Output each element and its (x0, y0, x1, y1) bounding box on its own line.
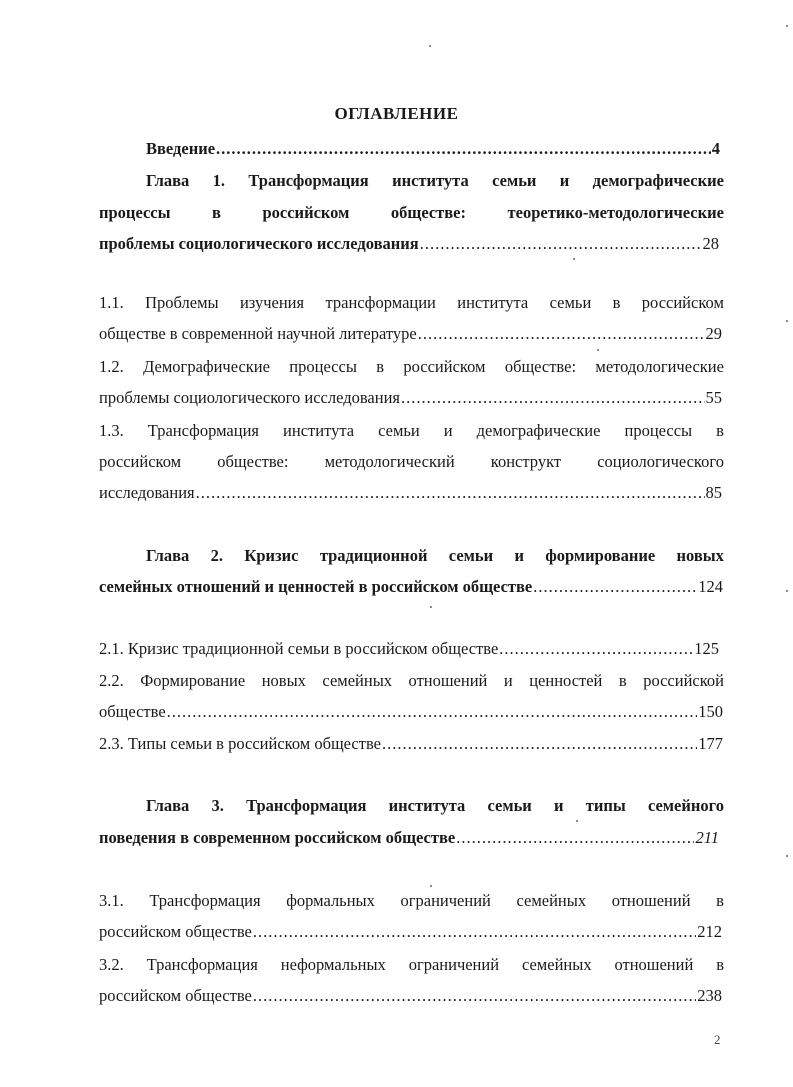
toc-entry-section-2-3[interactable] (99, 734, 723, 754)
toc-entry-page: 125 (694, 639, 719, 658)
word: 1.2. (99, 357, 124, 376)
word: Кризис (244, 546, 299, 565)
word: 2. (210, 546, 224, 565)
toc-entry-label: проблемы социологического исследования (99, 234, 419, 253)
toc-entry-label: 2.3. Типы семьи в российском обществе (99, 734, 381, 753)
toc-entry-label: обществе в современной научной литературе (99, 324, 417, 343)
leader-dots (420, 234, 702, 254)
toc-entry-section-1-3[interactable] (99, 483, 722, 503)
toc-entry-page: 55 (705, 388, 722, 407)
scan-speck (573, 258, 575, 260)
word: в (618, 671, 627, 690)
word: семейных (521, 955, 592, 974)
toc-entry-page: 28 (702, 234, 719, 253)
page-title: ОГЛАВЛЕНИЕ (334, 104, 459, 123)
toc-entry-chapter-1[interactable] (99, 234, 719, 254)
scan-speck (597, 349, 599, 351)
section-3-2-line-1 (99, 955, 724, 975)
word: социологического (597, 452, 724, 471)
word: Трансформация (149, 891, 261, 910)
word: 3. (211, 796, 224, 815)
word: демографические (592, 171, 724, 190)
word: ценностей (529, 671, 603, 690)
word: семьи (492, 171, 537, 190)
word: Трансформация (248, 171, 369, 190)
word: российском (641, 293, 724, 312)
toc-entry-section-2-2[interactable] (99, 702, 723, 722)
word: семейного (647, 796, 724, 815)
word: и (503, 671, 513, 690)
section-1-3-line-2 (99, 452, 724, 472)
word: новых (676, 546, 724, 565)
word: 2.2. (99, 671, 124, 690)
leader-dots (167, 702, 698, 722)
leader-dots (533, 577, 697, 597)
page-number: 2 (714, 1032, 721, 1047)
word: семьи (549, 293, 592, 312)
chapter-1-line-1 (146, 171, 724, 191)
word: Глава (146, 796, 190, 815)
word: традиционной (319, 546, 428, 565)
word: методологический (324, 452, 455, 471)
word: в (716, 891, 724, 910)
word: в (212, 203, 221, 222)
word: Формирование (140, 671, 246, 690)
toc-entry-label: 2.1. Кризис традиционной семьи в российском обществе (99, 639, 499, 658)
toc-entry-section-2-1[interactable] (99, 639, 719, 659)
scan-speck (430, 885, 432, 887)
word: теоретико-методологические (507, 203, 724, 222)
toc-entry-page: 85 (705, 483, 722, 502)
word: семейных (516, 891, 587, 910)
toc-entry-label: Введение (146, 139, 216, 158)
word: семейных (322, 671, 393, 690)
section-3-1-line-1 (99, 891, 724, 911)
word: процессы (624, 421, 693, 440)
word: процессы (99, 203, 171, 222)
word: и (559, 171, 570, 190)
toc-entry-label: российском обществе (99, 986, 252, 1005)
word: российской (643, 671, 724, 690)
toc-entry-label: проблемы социологического исследования (99, 388, 400, 407)
word: семьи (378, 421, 420, 440)
word: трансформации (325, 293, 436, 312)
word: процессы (289, 357, 357, 376)
word: семьи (448, 546, 494, 565)
word: формирование (545, 546, 656, 565)
toc-entry-page: 211 (695, 828, 719, 847)
word: института (283, 421, 355, 440)
toc-entry-page: 212 (697, 922, 722, 941)
word: обществе: (217, 452, 289, 471)
toc-entry-label: поведения в современном российском обществе (99, 828, 456, 847)
leader-dots (253, 922, 696, 942)
word: отношений (611, 891, 691, 910)
word: формальных (286, 891, 375, 910)
word: института (392, 171, 469, 190)
word: типы (585, 796, 626, 815)
toc-entry-page: 238 (697, 986, 722, 1005)
word: изучения (239, 293, 305, 312)
word: в (376, 357, 385, 376)
word: отношений (614, 955, 694, 974)
toc-entry-label: обществе (99, 702, 166, 721)
word: методологические (595, 357, 724, 376)
word: 1.3. (99, 421, 124, 440)
word: Проблемы (145, 293, 219, 312)
leader-dots (216, 139, 711, 159)
word: российском (262, 203, 350, 222)
toc-entry-section-1-1[interactable] (99, 324, 722, 344)
word: Трансформация (146, 955, 258, 974)
word: 1.1. (99, 293, 124, 312)
word: Глава (146, 546, 190, 565)
toc-entry-section-1-2[interactable] (99, 388, 722, 408)
scan-speck (786, 855, 788, 857)
scan-speck (786, 25, 788, 27)
word: и (443, 421, 453, 440)
leader-dots (401, 388, 705, 408)
word: и (554, 796, 564, 815)
toc-entry-label: российском обществе (99, 922, 252, 941)
leader-dots (499, 639, 693, 659)
word: обществе: (504, 357, 577, 376)
scan-speck (786, 320, 788, 322)
section-1-1-line-1 (99, 293, 724, 313)
word: семьи (487, 796, 532, 815)
toc-entry-section-3-2[interactable] (99, 986, 722, 1006)
word: демографические (476, 421, 601, 440)
section-1-3-line-1 (99, 421, 724, 441)
scan-speck (576, 820, 578, 822)
word: ограничений (408, 955, 500, 974)
word: российском (99, 452, 182, 471)
scan-speck (429, 45, 431, 47)
word: неформальных (280, 955, 386, 974)
toc-entry-page: 29 (705, 324, 722, 343)
toc-entry-section-3-1[interactable] (99, 922, 722, 942)
word: Глава (146, 171, 190, 190)
word: российском (403, 357, 486, 376)
word: новых (261, 671, 306, 690)
word: Трансформация (246, 796, 367, 815)
toc-entry-introduction[interactable] (146, 139, 720, 159)
section-1-2-line-1 (99, 357, 724, 377)
chapter-1-line-2 (99, 203, 724, 223)
toc-entry-page: 150 (698, 702, 723, 721)
word: Демографические (143, 357, 270, 376)
word: отношений (408, 671, 488, 690)
toc-entry-label: семейных отношений и ценностей в российском обществе (99, 577, 533, 596)
word: в (716, 955, 724, 974)
leader-dots (196, 483, 705, 503)
toc-entry-page: 124 (698, 577, 723, 596)
word: Трансформация (147, 421, 260, 440)
word: 3.2. (99, 955, 124, 974)
word: ограничений (400, 891, 491, 910)
toc-entry-chapter-3[interactable] (99, 828, 719, 848)
toc-entry-chapter-2[interactable] (99, 577, 723, 597)
word: и (514, 546, 524, 565)
section-2-2-line-1 (99, 671, 724, 691)
word: института (388, 796, 466, 815)
scan-speck (430, 606, 432, 608)
leader-dots (253, 986, 696, 1006)
word: института (457, 293, 529, 312)
toc-entry-page: 177 (698, 734, 723, 753)
toc-entry-page: 4 (711, 139, 720, 158)
leader-dots (418, 324, 705, 344)
scan-speck (786, 590, 788, 592)
chapter-2-line-1 (146, 546, 724, 566)
leader-dots (456, 828, 694, 848)
word: в (716, 421, 724, 440)
word: в (612, 293, 621, 312)
word: обществе: (390, 203, 467, 222)
chapter-3-line-1 (146, 796, 724, 816)
leader-dots (382, 734, 697, 754)
word: конструкт (490, 452, 562, 471)
word: 3.1. (99, 891, 124, 910)
word: 1. (212, 171, 226, 190)
toc-entry-label: исследования (99, 483, 195, 502)
